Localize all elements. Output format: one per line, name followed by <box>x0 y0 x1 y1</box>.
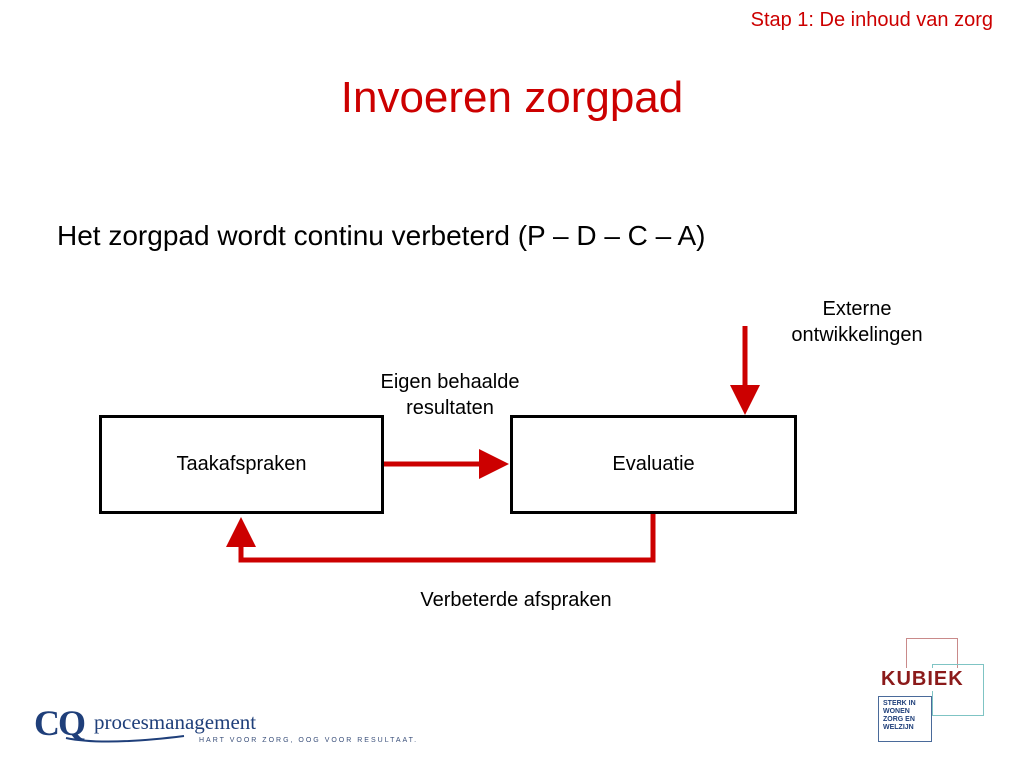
arrow-evaluatie-to-taak <box>241 514 653 560</box>
node-taakafspraken <box>99 415 384 514</box>
cq-logo-word: procesmanagement <box>94 710 257 734</box>
step-label: Stap 1: De inhoud van zorg <box>750 9 993 31</box>
slide-subtitle: Het zorgpad wordt continu verbeterd (P – D – C – A) <box>57 220 706 251</box>
node-taakafspraken-label: Taakafspraken <box>176 453 307 475</box>
cq-logo-letters: CQ <box>34 703 84 743</box>
edge-label-externe-ontwikkelingen: Externe ontwikkelingen <box>791 298 923 346</box>
kubiek-logo-tagline <box>878 696 932 742</box>
kubiek-line-3: ZORG EN <box>883 716 915 723</box>
kubiek-line-4: WELZIJN <box>883 724 914 731</box>
cq-procesmanagement-logo <box>34 702 419 752</box>
kubiek-logo-word: KUBIEK <box>878 668 967 691</box>
slide-title: Invoeren zorgpad <box>340 73 684 122</box>
edge-label-verbeterde-afspraken: Verbeterde afspraken <box>420 589 612 611</box>
kubiek-line-2: WONEN <box>883 708 910 715</box>
edge-label-eigen-resultaten: Eigen behaalde resultaten <box>380 371 520 419</box>
kubiek-line-1: STERK IN <box>883 700 916 707</box>
kubiek-logo <box>864 638 988 748</box>
cq-logo-tagline: HART VOOR ZORG, OOG VOOR RESULTAAT. <box>199 737 419 744</box>
node-evaluatie-label: Evaluatie <box>612 453 695 475</box>
cq-swoosh-icon <box>64 732 194 746</box>
node-evaluatie <box>510 415 797 514</box>
